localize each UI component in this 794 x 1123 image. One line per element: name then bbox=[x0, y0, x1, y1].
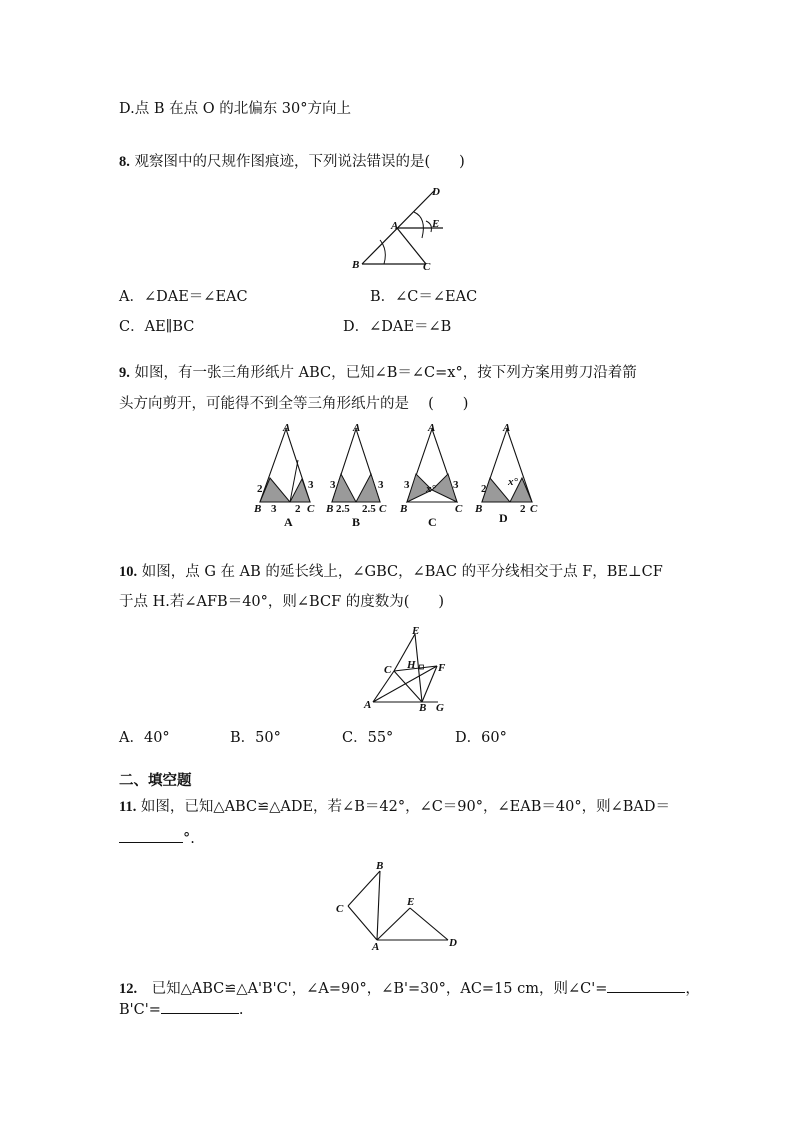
q10-label-h: H bbox=[407, 659, 416, 671]
q9-d-caption: D bbox=[499, 511, 508, 525]
q8-label-e: E bbox=[432, 218, 440, 230]
q10-option-d: D．60° bbox=[455, 730, 507, 746]
q10-figure bbox=[360, 622, 455, 714]
q10-option-a: A．40° bbox=[119, 730, 170, 746]
q9-a-num-2: 3 bbox=[271, 503, 277, 515]
q8-option-d: D．∠DAE＝∠B bbox=[343, 319, 452, 335]
q9-b-label-top: A bbox=[353, 422, 361, 434]
q7-option-d: D.点 B 在点 O 的北偏东 30°方向上 bbox=[119, 101, 352, 117]
q11-number: 11. bbox=[119, 799, 137, 815]
q8-label-c: C bbox=[423, 261, 431, 273]
q11-answer-line bbox=[119, 828, 195, 849]
q9-c-num-2: x° bbox=[426, 483, 436, 495]
q10-label-f: F bbox=[438, 662, 446, 674]
q9-d-label-left: B bbox=[475, 503, 483, 515]
q11-stem-text: 如图，已知△ABC≌△ADE，若∠B＝42°，∠C＝90°，∠EAB＝40°，则∠BAD＝ bbox=[136, 799, 670, 815]
q12-stem bbox=[119, 978, 700, 999]
q9-stem-line1 bbox=[119, 363, 637, 383]
q9-c-num-3: 3 bbox=[453, 479, 459, 491]
q9-stem-line2: 头方向剪开，可能得不到全等三角形纸片的是 ( ) bbox=[119, 396, 469, 412]
q9-b-label-left: B bbox=[326, 503, 334, 515]
q10-stem-line2: 于点 H.若∠AFB＝40°，则∠BCF 的度数为( ) bbox=[119, 594, 445, 610]
q9-c-num-1: 3 bbox=[404, 479, 410, 491]
q9-figure-a bbox=[253, 422, 315, 529]
q9-b-num-3: 2.5 bbox=[362, 503, 376, 515]
q9-a-num-4: 3 bbox=[308, 479, 314, 491]
q10-label-b: B bbox=[419, 702, 427, 714]
q9-a-label-top: A bbox=[283, 422, 291, 434]
q8-option-c: C．AE∥BC bbox=[119, 319, 195, 335]
q8-label-d: D bbox=[432, 186, 440, 198]
q10-label-g: G bbox=[436, 702, 444, 714]
q12-stem-text: 已知△ABC≌△A'B'C'，∠A=90°，∠B'=30°，AC=15 cm，则∠C'= bbox=[137, 981, 608, 997]
q9-b-num-4: 3 bbox=[378, 479, 384, 491]
q9-c-caption: C bbox=[428, 515, 437, 529]
q11-label-a: A bbox=[372, 941, 380, 953]
q11-figure bbox=[332, 858, 462, 953]
q9-d-label-top: A bbox=[503, 422, 511, 434]
section-title-fill-in: 二、填空题 bbox=[119, 772, 192, 789]
q11-label-d: D bbox=[449, 937, 457, 949]
q12-answer-bc-blank[interactable] bbox=[161, 999, 239, 1014]
q12-answer-c-blank[interactable] bbox=[607, 978, 685, 993]
q8-stem bbox=[119, 152, 465, 172]
q9-c-label-left: B bbox=[400, 503, 408, 515]
q8-option-b: B．∠C＝∠EAC bbox=[370, 289, 478, 305]
q9-d-label-right: C bbox=[530, 503, 538, 515]
q9-b-num-2: 2.5 bbox=[336, 503, 350, 515]
q10-label-a: A bbox=[364, 699, 372, 711]
q9-c-label-top: A bbox=[428, 422, 436, 434]
q10-stem-line1 bbox=[119, 562, 663, 582]
q8-option-a: A．∠DAE＝∠EAC bbox=[119, 289, 248, 305]
q9-b-num-1: 3 bbox=[330, 479, 336, 491]
q12-line2-prefix: B'C'= bbox=[119, 1002, 161, 1018]
q9-stem-text1: 如图，有一张三角形纸片 ABC，已知∠B＝∠C=x°，按下列方案用剪刀沿着箭 bbox=[129, 365, 637, 381]
q11-tail: °. bbox=[183, 831, 195, 847]
q9-d-num-2: x° bbox=[508, 476, 518, 488]
q8-label-a: A bbox=[391, 220, 399, 232]
q11-stem bbox=[119, 797, 670, 817]
q9-figure-c bbox=[399, 422, 463, 529]
q12-comma: ， bbox=[685, 981, 700, 997]
q11-answer-blank[interactable] bbox=[119, 828, 183, 843]
q11-label-c: C bbox=[336, 903, 344, 915]
q8-label-b: B bbox=[352, 259, 360, 271]
q9-figure-b bbox=[325, 422, 387, 529]
q10-number: 10. bbox=[119, 564, 138, 580]
q12-period: . bbox=[238, 1002, 244, 1018]
q12-line2 bbox=[119, 999, 243, 1020]
q9-figure-d bbox=[474, 422, 538, 525]
q11-label-b: B bbox=[376, 860, 384, 872]
q9-a-label-right: C bbox=[307, 503, 315, 515]
q9-a-num-3: 2 bbox=[295, 503, 301, 515]
q8-number: 8. bbox=[119, 154, 130, 170]
q9-figures bbox=[250, 422, 550, 530]
q9-a-label-left: B bbox=[254, 503, 262, 515]
q11-label-e: E bbox=[407, 896, 415, 908]
q9-d-num-1: 2 bbox=[481, 483, 487, 495]
q10-label-e: E bbox=[412, 625, 420, 637]
q9-b-caption: B bbox=[352, 515, 361, 529]
q9-a-caption: A bbox=[284, 515, 293, 529]
q9-number: 9. bbox=[119, 365, 130, 381]
q10-label-c: C bbox=[384, 664, 392, 676]
q8-stem-text: 观察图中的尺规作图痕迹，下列说法错误的是( ) bbox=[129, 154, 465, 170]
q9-c-label-right: C bbox=[455, 503, 463, 515]
q9-b-label-right: C bbox=[379, 503, 387, 515]
q9-a-num-1: 2 bbox=[257, 483, 263, 495]
q10-option-b: B．50° bbox=[230, 730, 281, 746]
q10-option-c: C．55° bbox=[342, 730, 394, 746]
q12-number: 12. bbox=[119, 981, 138, 997]
q8-figure bbox=[340, 182, 460, 274]
q10-stem-text1: 如图，点 G 在 AB 的延长线上，∠GBC，∠BAC 的平分线相交于点 F，BE⊥CF bbox=[137, 564, 663, 580]
q9-d-num-3: 2 bbox=[520, 503, 526, 515]
